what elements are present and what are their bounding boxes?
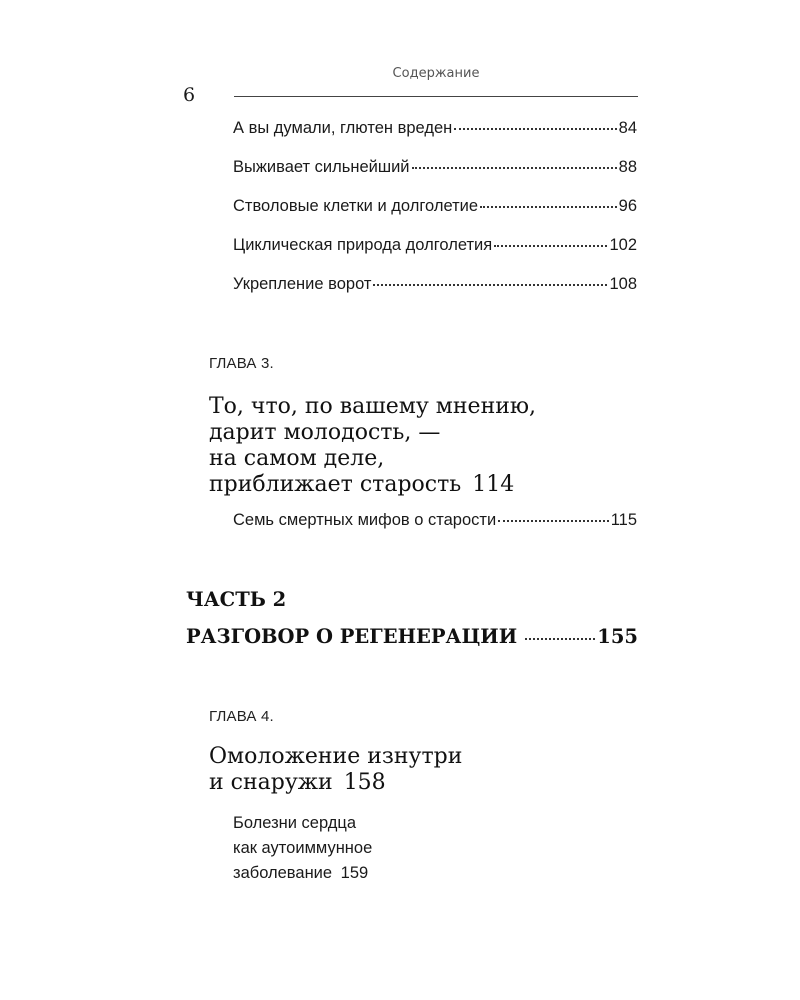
toc-entry-page: 88 <box>618 158 637 176</box>
toc-entry-title-line: Болезни сердца <box>233 814 357 832</box>
toc-entry-last-line <box>233 861 637 886</box>
toc-entry-page: 96 <box>618 197 637 215</box>
toc-entry[interactable] <box>233 158 637 177</box>
toc-entry-title: Укрепление ворот <box>233 275 372 293</box>
dot-leader <box>412 167 617 169</box>
chapter-title-line: на самом деле, <box>209 446 385 471</box>
toc-entry-title: Выживает сильнейший <box>233 158 410 176</box>
chapter-title-line: дарит молодость, — <box>209 420 441 445</box>
dot-leader <box>480 206 617 208</box>
dot-leader <box>373 284 607 286</box>
part-title-text: РАЗГОВОР О РЕГЕНЕРАЦИИ <box>186 625 518 648</box>
toc-entry[interactable] <box>233 275 637 294</box>
toc-entry[interactable] <box>233 811 637 886</box>
running-head-title: Содержание <box>392 66 480 81</box>
toc-entry-page: 102 <box>609 236 637 254</box>
chapter-4-title[interactable] <box>209 744 637 796</box>
toc-entry-page: 84 <box>618 119 637 137</box>
toc-entry-title: Семь смертных мифов о старости <box>233 511 497 529</box>
toc-entry-page: 114 <box>472 472 515 497</box>
toc-entry[interactable] <box>233 511 637 530</box>
toc-entry-page: 115 <box>610 511 637 529</box>
chapter-title-last-line <box>209 770 637 796</box>
chapter-title-line: То, что, по вашему мнению, <box>209 394 537 419</box>
chapter-title-line: приближает старость <box>209 472 462 497</box>
toc-entry-title: Циклическая природа долголетия <box>233 236 493 254</box>
part-2-title[interactable] <box>186 625 638 648</box>
toc-entry-title: А вы думали, глютен вреден <box>233 119 453 137</box>
toc-entry-page: 158 <box>343 770 386 795</box>
toc-entry[interactable] <box>233 119 637 138</box>
header-rule <box>234 96 638 97</box>
toc-entry-page: 155 <box>597 625 638 648</box>
toc-entry[interactable] <box>233 236 637 255</box>
chapter-4-label: ГЛАВА 4. <box>209 708 274 725</box>
dot-leader <box>494 245 607 247</box>
toc-entry-page: 108 <box>609 275 637 293</box>
chapter-3-title[interactable] <box>209 394 637 498</box>
chapter-3-label: ГЛАВА 3. <box>209 355 274 372</box>
chapter-title-line: и снаружи <box>209 770 333 795</box>
dot-leader <box>525 638 595 640</box>
toc-entry-title-line: заболевание <box>233 864 333 882</box>
toc-entry-title-line: как аутоиммунное <box>233 839 373 857</box>
toc-entry-title: Стволовые клетки и долголетие <box>233 197 479 215</box>
chapter-title-line: Омоложение изнутри <box>209 744 463 769</box>
chapter-title-last-line <box>209 472 637 498</box>
page-number: 6 <box>183 84 196 106</box>
toc-entry-page: 159 <box>340 864 369 882</box>
toc-entry[interactable] <box>233 197 637 216</box>
part-2-label: ЧАСТЬ 2 <box>186 588 287 611</box>
dot-leader <box>454 128 616 130</box>
dot-leader <box>498 520 609 522</box>
